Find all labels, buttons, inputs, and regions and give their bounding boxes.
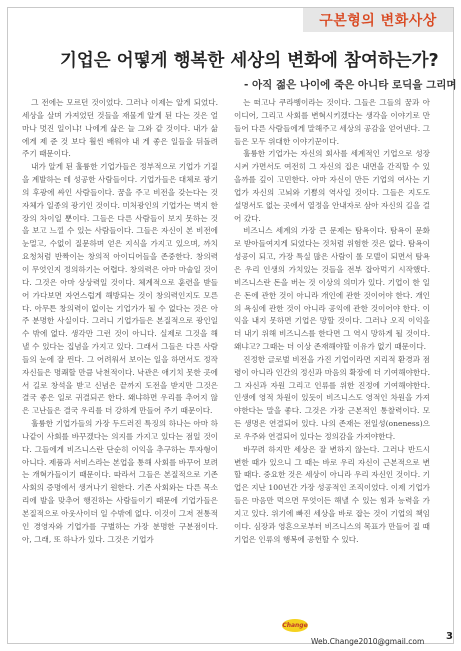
article-column-left — [22, 97, 218, 547]
article-paragraph: 진정한 글로벌 비전을 가진 기업이라면 지리적 환경과 점령이 아니라 인간의 정신과 마음의 확장에 더 기여해야한다. 그 자신과 자원 그리고 인류를 위한 진정에 기여해야한다. 인생에 영적 차원이 있듯이 비즈니스도 영적인 차원을 가져야한다는 말을 좋다. 그것은 가장 근본적인 통찰력이다. 모든 생명은 연결되어 있다. 나의 존재는 전일성(oneness)으로 우주와 연결되어 있다는 정의감을 가져야한다. — [234, 354, 430, 441]
article-paragraph: 그 전에는 모르던 것이었다. 그러나 이제는 알게 되었다. 세상을 살며 가져었던 것들을 재물게 알게 된 다는 것은 얼마나 멋진 일이냐! 나에게 삶은 늘 그와 같 것이다. 내가 삶에게 제 준 것 보다 훨씬 배워야 내 게 좋은 일들을 뒤돌려 주기 때문이다. — [22, 98, 218, 159]
article-subtitle: - 아직 젊은 나이에 죽은 아니타 로딕을 그리며 — [244, 79, 457, 91]
page-number: 3 — [446, 631, 453, 642]
article-paragraph: 는 떠고나 쿠라벵이라는 것이다. 그들은 그들의 꿈과 아이디어, 그리고 사회를 변혁시키겠다는 생각을 이야기로 만들어 다른 사람들에게 말해주고 세상의 공감을 얻어낸다. 그들은 모두 위대한 이야기꾼이다. — [234, 98, 430, 146]
article-column-right — [234, 97, 430, 547]
article-paragraph: 바꾸려 하지만 세상은 잘 변하지 않는다. 그러나 반드시 변한 때가 있으니 그 때는 바로 우리 자신이 근본적으로 변할 때다. 중요한 것은 세상이 아니라 우리 자신인 것이다. 기업은 지난 100년간 가장 성공적인 조직이었다. 이제 기업가들은 마음만 먹으면 무엇이든 해낼 수 있는 힘과 능력을 가지고 있다. 위기에 빠진 세상을 바로 잡는 것이 기업의 책임이다. 심장과 영혼으로부터 비즈니스의 목표가 만들어 질 때 기업은 인류의 행복에 공헌할 수 있다. — [234, 444, 430, 544]
article-paragraph: 내가 알게 된 훌륭한 기업가들은 정부적으로 기업가 기질을 계발하는 데 성공한 사람들이다. 기업가들은 대체로 광기의 후광에 싸인 사람들이다. 꿈을 주고 비전을 갖는다는 것 자체가 일종의 광기인 것이다. 미처광인의 기업가는 벽지 한 장의 차이일 뿐이다. 그들은 다른 사람들이 보지 못하는 것을 보고 느낄 수 있는 사람들이다. 그들은 자신이 본 비전에 눈멀고, 수없이 질문하며 얻은 지식을 가지고 있으며, 까치 요청처럼 반짝이는 창의적 아이디어들을 존중한다. 창의력이 무엇인지 정의하기는 어렵다. 창의력은 아마 마술일 것이다. 그것은 아마 상상력일 것이다. 체계적으로 훈련을 받들어 가다보면 자연스럽게 해방되는 것이 창의력인지도 모른다. 아무튼 창의력이 없이는 기업가가 될 수 없다는 것은 아주 분명한 사실이다. 그러니 기업가들은 본질적으로 광인일 수 밖에 없다. 생각만 그런 것이 아니다. 실제로 그것을 해 낼 수 있다는 집념을 가지고 있다. 그래서 그들은 다른 사람들의 눈에 잘 띈다. 그 어려워서 보이는 일을 하면서도 정작 자신들은 명쾌할 만큼 낙천적이다. 낙관은 애기치 못한 곳에서 길로 창석을 받고 신념은 끝까지 도전을 받지만 그것은 결국 좋은 일로 귀결되곤 한다. 왜냐하면 우리를 추어지 않은 고난들은 결국 우리를 더 강하게 만들어 주기 때문이다. — [22, 162, 218, 416]
section-tag: 구본형의 변화사상 — [303, 8, 453, 32]
article-paragraph: 훌륭한 기업가는 자신의 회사를 세계적인 기업으로 성장시켜 가면서도 여전히 그 자신의 집은 내면을 간직할 수 있을까를 깊이 고민한다. 아마 자신이 만든 기업의 여사는 기업가 자신의 고뇌와 기쁨의 역사일 것이다. 그들은 지도도 설명서도 없는 곳에서 열정을 안내자로 삼아 자신의 길을 걸어 갔다. — [234, 149, 430, 223]
article-title: 기업은 어떻게 행복한 세상의 변화에 참여하는가? — [60, 51, 439, 71]
article-paragraph: 훌륭한 기업가들의 가장 두드러진 특징의 하나는 아마 하나같이 사회를 바꾸겠다는 의지를 가지고 있다는 점일 것이다. 그들에게 비즈니스란 단순히 이익을 추구하는 투자형이 아니다. 제품과 서비스라는 본업을 통해 사회를 바꾸어 보려는 개혁가들이기 때문이다. 따라서 그들은 본질적으로 기존 사회의 증명에서 생겨나기 원한다. 기존 사회와는 다른 목소리에 발을 맞추어 행진하는 사람들이기 때문에 기업가들은 본질적으로 아웃사이더 일 수밖에 없다. 이것이 그저 전통적인 경영자와 기업가를 구별하는 가장 분명한 구분점이다. 아, 그래, 또 하나가 있다. 그것은 기업가 — [22, 419, 218, 544]
article-paragraph: 비즈니스 세계의 가장 큰 문제는 탐욕이다. 탐욕이 문화로 받아들여지게 되었다는 것처럼 위험한 것은 없다. 탐욕이 성공이 되고, 가장 특실 많은 사람이 롤 모델이 되면서 탐욕은 우리 인생의 가치있는 것들을 전부 잡아먹기 시작했다. 비즈니스란 돈을 버는 것 이상의 의미가 있다. 기업이 한 일은 돈에 관한 것이 아니라 개인에 관한 것이어야 한다. 개인의 욕심에 관한 것이 아니라 공익에 관한 것이어야 한다. 이익을 내지 못하면 기업은 망할 것이다. 그러나 오직 이익을 더 내기 위해 비즈니스를 한다면 그 역시 망하게 될 것이다. 왜냐고? 그때는 더 이상 존재해야할 이유가 없기 때문이다. — [234, 226, 430, 352]
change-logo: Change — [282, 619, 308, 632]
contact-email[interactable]: Web.Change2010@gmail.com — [311, 637, 425, 646]
